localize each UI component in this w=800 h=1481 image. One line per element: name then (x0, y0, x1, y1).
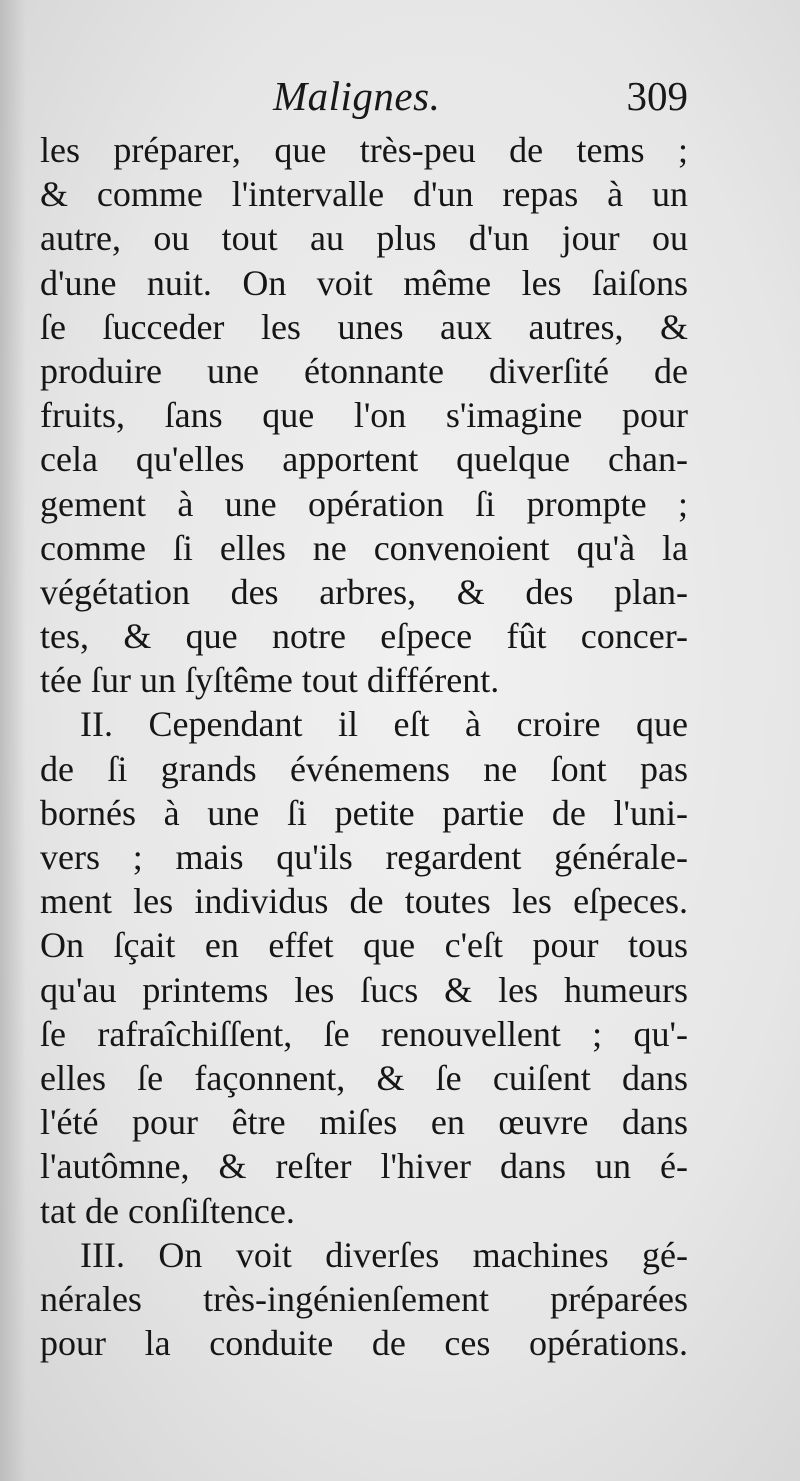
text-line: III. On voit diverſes machines gé- (80, 1234, 688, 1275)
text-line: On ſçait en effet que c'eſt pour tous (40, 925, 688, 966)
text-line: l'autômne, & reſter l'hiver dans un é- (40, 1146, 688, 1187)
page-number: 309 (626, 73, 688, 119)
text-line: bornés à une ſi petite partie de l'uni- (40, 792, 688, 833)
text-line: cela qu'elles apportent quelque chan- (40, 439, 688, 480)
text-line: autre, ou tout au plus d'un jour ou (40, 218, 688, 259)
text-line: ſe ſucceder les unes aux autres, & (40, 306, 688, 347)
text-line: de ſi grands événemens ne ſont pas (40, 748, 688, 789)
text-line: vers ; mais qu'ils regardent générale- (40, 837, 688, 877)
page-header (40, 72, 688, 132)
text-line: l'été pour être miſes en œuvre dans (40, 1102, 688, 1143)
text-line: & comme l'intervalle d'un repas à un (40, 174, 688, 215)
text-line: d'une nuit. On voit même les ſaiſons (40, 262, 688, 303)
text-line: gement à une opération ſi prompte ; (40, 483, 688, 524)
text-line: nérales très-ingénienſement préparées (40, 1278, 688, 1319)
text-line: tes, & que notre eſpece fût concer- (40, 616, 688, 657)
text-line: comme ſi elles ne convenoient qu'à la (40, 527, 688, 568)
text-line: pour la conduite de ces opérations. (40, 1323, 688, 1364)
running-head: Malignes. (273, 73, 441, 119)
text-line: ment les individus de toutes les eſpeces. (40, 881, 688, 922)
text-line: II. Cependant il eſt à croire que (80, 704, 688, 745)
text-line: ſe rafraîchiſſent, ſe renouvellent ; qu'- (40, 1013, 688, 1054)
text-line: tée ſur un ſyſtême tout différent. (40, 660, 500, 701)
text-line: les préparer, que très-peu de tems ; (40, 130, 688, 170)
body-text (40, 128, 688, 1365)
text-line: fruits, ſans que l'on s'imagine pour (40, 395, 688, 436)
text-line: tat de conſiſtence. (40, 1190, 295, 1231)
text-line: qu'au printems les ſucs & les humeurs (40, 969, 688, 1010)
text-line: elles ſe façonnent, & ſe cuiſent dans (40, 1057, 688, 1098)
binding-shadow (0, 0, 26, 1481)
text-line: produire une étonnante diverſité de (40, 350, 688, 391)
text-line: végétation des arbres, & des plan- (40, 571, 688, 612)
